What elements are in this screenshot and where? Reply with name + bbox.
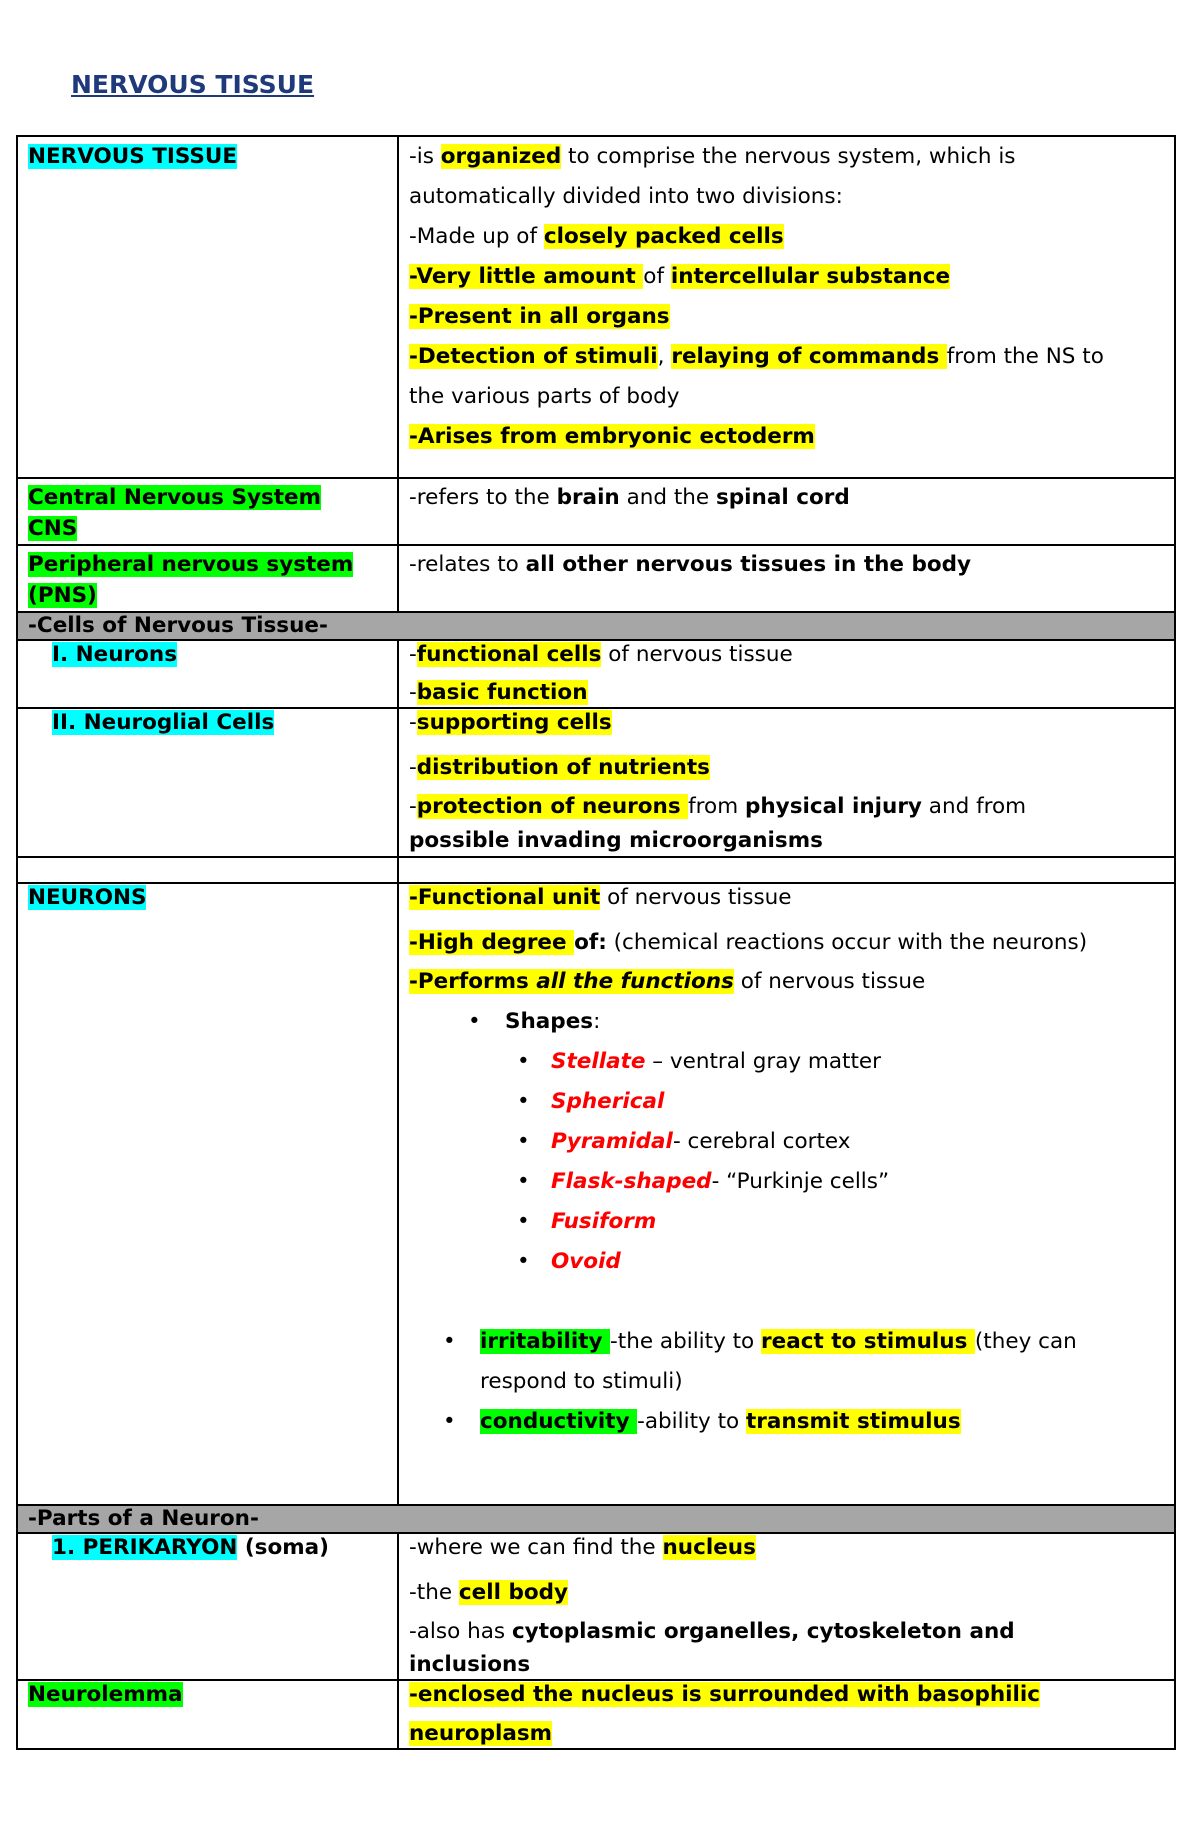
table-row — [17, 478, 1175, 545]
list-item: • Stellate – ventral gray matter — [409, 1042, 1164, 1082]
row-label-cell — [17, 708, 398, 857]
bullet-icon: • — [443, 1329, 456, 1354]
row-content-cell — [398, 640, 1175, 708]
content-line: -supporting cells — [409, 710, 612, 735]
content-line: -refers to the brain and the spinal cord — [409, 485, 850, 510]
row-label: NERVOUS TISSUE — [28, 144, 238, 169]
bullet-icon: • — [517, 1169, 530, 1194]
content-line: -Very little amount of intercellular substance — [409, 264, 951, 289]
section-header: -Cells of Nervous Tissue- — [17, 612, 1175, 640]
row-label-cell — [17, 136, 398, 478]
content-line: -High degree of: (chemical reactions occur with the neurons) — [409, 930, 1088, 955]
page-title: NERVOUS TISSUE — [71, 70, 315, 99]
row-content-cell — [398, 478, 1175, 545]
row-label: Peripheral nervous system — [28, 552, 354, 577]
bullet-icon: • — [468, 1009, 481, 1034]
row-content-cell — [398, 136, 1175, 478]
notes-table — [16, 135, 1176, 1750]
table-row — [17, 1680, 1175, 1749]
content-line: -distribution of nutrients — [409, 755, 710, 780]
content-line: -enclosed the nucleus is surrounded with basophilic — [409, 1682, 1041, 1707]
row-content-cell — [398, 1533, 1175, 1680]
content-line: -Detection of stimuli, relaying of commands from the NS to — [409, 344, 1104, 369]
bullet-icon: • — [517, 1129, 530, 1154]
content-line: possible invading microorganisms — [409, 828, 823, 853]
table-row — [17, 883, 1175, 1505]
content-line: -Present in all organs — [409, 304, 670, 329]
content-line: -the cell body — [409, 1580, 569, 1605]
content-line: inclusions — [409, 1652, 531, 1677]
row-label-cell: Central Nervous System CNS — [17, 478, 398, 545]
row-content-cell — [398, 545, 1175, 612]
row-label-cell — [17, 883, 398, 1505]
row-label-cell — [17, 640, 398, 708]
row-label-cell — [17, 1680, 398, 1749]
content-line: -basic function — [409, 680, 588, 705]
row-label: Neurolemma — [28, 1682, 183, 1707]
content-line: respond to stimuli) — [480, 1369, 683, 1394]
content-line: -Made up of closely packed cells — [409, 224, 784, 249]
bullet-icon: • — [517, 1249, 530, 1274]
list-item: • irritability -the ability to react to stimulus (they can — [409, 1322, 1164, 1362]
table-row — [17, 1533, 1175, 1680]
list-item: • Ovoid — [409, 1242, 1164, 1282]
content-line: -also has cytoplasmic organelles, cytoskeleton and — [409, 1619, 1015, 1644]
content-line: -protection of neurons from physical injury and from — [409, 794, 1027, 819]
bullet-icon: • — [517, 1089, 530, 1114]
content-line: -Functional unit of nervous tissue — [409, 885, 792, 910]
row-label: II. Neuroglial Cells — [52, 710, 275, 735]
content-line: automatically divided into two divisions: — [409, 184, 843, 209]
content-line: the various parts of body — [409, 384, 680, 409]
bullet-icon: • — [517, 1049, 530, 1074]
bullet-icon: • — [443, 1409, 456, 1434]
shapes-heading: • Shapes: — [409, 1002, 1164, 1042]
table-row — [17, 640, 1175, 708]
table-row — [17, 136, 1175, 478]
row-label: NEURONS — [28, 885, 147, 910]
list-item: • Spherical — [409, 1082, 1164, 1122]
table-row — [17, 708, 1175, 857]
row-label-cell — [17, 1533, 398, 1680]
content-line: -where we can find the nucleus — [409, 1535, 756, 1560]
content-line: -functional cells of nervous tissue — [409, 642, 793, 667]
row-label-cell: Peripheral nervous system (PNS) — [17, 545, 398, 612]
content-line: -Performs all the functions of nervous tissue — [409, 969, 926, 994]
section-header: -Parts of a Neuron- — [17, 1505, 1175, 1533]
list-item: • Fusiform — [409, 1202, 1164, 1242]
list-item: • Flask-shaped- “Purkinje cells” — [409, 1162, 1164, 1202]
row-label: Central Nervous System — [28, 485, 322, 510]
row-label: 1. PERIKARYON (soma) — [52, 1535, 329, 1560]
bullet-icon: • — [517, 1209, 530, 1234]
row-content-cell — [398, 1680, 1175, 1749]
spacer-row — [17, 857, 1175, 883]
row-content-cell — [398, 708, 1175, 857]
table-row — [17, 545, 1175, 612]
row-label: I. Neurons — [52, 642, 178, 667]
content-line: -Arises from embryonic ectoderm — [409, 424, 815, 449]
content-line: -relates to all other nervous tissues in the body — [409, 552, 972, 577]
list-item: • conductivity -ability to transmit stimulus — [409, 1402, 1164, 1442]
content-line: -is organized to comprise the nervous system, which is — [409, 144, 1016, 169]
content-line: neuroplasm — [409, 1721, 553, 1746]
row-content-cell — [398, 883, 1175, 1505]
list-item: • Pyramidal- cerebral cortex — [409, 1122, 1164, 1162]
